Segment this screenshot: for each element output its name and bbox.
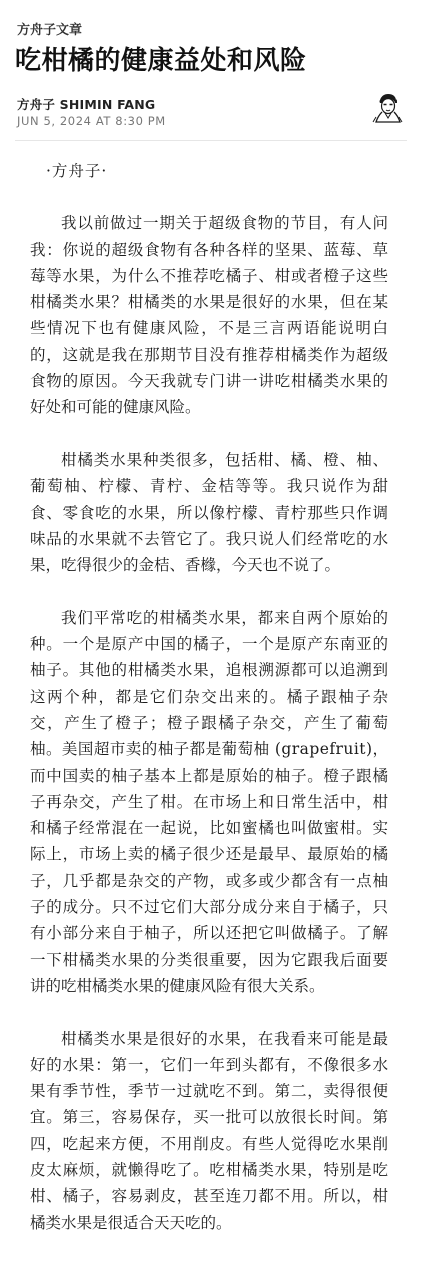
paragraph-line: 子，几乎都是杂交的产物，或多或少都含有一点柚: [30, 871, 389, 890]
paragraph-line: 柑、橘子，容易剥皮，甚至连刀都不用。所以，柑: [30, 1187, 389, 1206]
paragraph-line: 果，吃得很少的金桔、香橼，今天也不说了。: [30, 556, 341, 575]
article-paragraph: [30, 447, 400, 578]
paragraph-line: 子的成分。只不过它们大部分成分来自于橘子，只: [30, 898, 389, 917]
paragraph-line: 我：你说的超级食物有各种各样的坚果、蓝莓、草: [30, 240, 389, 259]
article-paragraphs: [30, 210, 400, 1236]
article-body: [30, 158, 400, 1262]
paragraph-line: 际上，市场上卖的橘子很少还是最早、最原始的橘: [30, 845, 389, 864]
paragraph-line: 柑橘类水果？柑橘类的水果是很好的水果，但在某: [30, 293, 389, 312]
author-avatar[interactable]: [370, 91, 404, 125]
paragraph-line: 而中国卖的柚子基本上都是原始的柚子。橙子跟橘: [30, 766, 389, 785]
paragraph-line: 味品的水果就不去管它了。我只说人们经常吃的水: [30, 529, 389, 548]
paragraph-line: 有小部分来自于柚子，所以还把它叫做橘子。了解: [30, 924, 389, 943]
article-paragraph: [30, 1026, 400, 1236]
publication-link[interactable]: 方舟子文章: [17, 23, 83, 38]
paragraph-line: 柑橘类水果是很好的水果，在我看来可能是最: [61, 1029, 389, 1048]
paragraph-line: 讲的吃柑橘类水果的健康风险有很大关系。: [30, 976, 325, 995]
author-name[interactable]: 方舟子 SHIMIN FANG: [17, 97, 156, 112]
paragraph-line: 交，产生了橙子；橙子跟橘子杂交，产生了葡萄: [30, 713, 390, 732]
paragraph-line: 柚子。其他的柑橘类水果，追根溯源都可以追溯到: [30, 661, 389, 680]
paragraph-line: 橘类水果是很适合天天吃的。: [30, 1213, 232, 1232]
article-paragraph: [30, 605, 400, 999]
paragraph-line: 我以前做过一期关于超级食物的节目，有人问: [61, 214, 389, 233]
paragraph-line: 果有季节性，季节一过就吃不到。第二，卖得很便: [30, 1082, 389, 1101]
article-title: 吃柑橘的健康益处和风险: [15, 46, 307, 76]
paragraph-line: 的，这就是我在那期节目没有推荐柑橘类作为超级: [30, 345, 389, 364]
header-divider: [15, 140, 407, 141]
paragraph-line: 和橘子经常混在一起说，比如蜜橘也叫做蜜柑。实: [30, 819, 389, 838]
article-paragraph: [30, 210, 400, 420]
paragraph-line: 好的水果：第一，它们一年到头都有，不像很多水: [30, 1055, 389, 1074]
paragraph-line: 子再杂交，产生了柑。在市场上和日常生活中，柑: [30, 792, 389, 811]
paragraph-line: 柑橘类水果种类很多，包括柑、橘、橙、柚、: [61, 450, 389, 469]
paragraph-line: 宜。第三，容易保存，买一批可以放很长时间。第: [30, 1108, 389, 1127]
article-byline: ·方舟子·: [46, 162, 108, 180]
paragraph-line: 葡萄柚、柠檬、青柠、金桔等等。我只说作为甜: [30, 477, 390, 496]
paragraph-line: 柚。美国超市卖的柚子都是葡萄柚 (grapefruit)，: [30, 740, 389, 759]
paragraph-line: 些情况下也有健康风险，不是三言两语能说明白: [30, 319, 390, 338]
paragraph-line: 这两个种，都是它们杂交出来的。橘子跟柚子杂: [30, 687, 390, 706]
paragraph-line: 莓等水果，为什么不推荐吃橘子、柑或者橙子这些: [30, 266, 389, 285]
paragraph-line: 一下柑橘类水果的分类很重要，因为它跟我后面要: [30, 950, 389, 969]
paragraph-line: 好处和可能的健康风险。: [30, 398, 201, 417]
paragraph-line: 皮太麻烦，就懒得吃了。吃柑橘类水果，特别是吃: [30, 1160, 389, 1179]
paragraph-line: 种。一个是原产中国的橘子，一个是原产东南亚的: [30, 635, 389, 654]
publish-date: JUN 5, 2024 AT 8:30 PM: [17, 114, 166, 128]
paragraph-line: 四，吃起来方便，不用削皮。有些人觉得吃水果削: [30, 1134, 389, 1153]
paragraph-line: 食、零食吃的水果，所以像柠檬、青柠那些只作调: [30, 503, 389, 522]
paragraph-line: 食物的原因。今天我就专门讲一讲吃柑橘类水果的: [30, 372, 389, 391]
paragraph-line: 我们平常吃的柑橘类水果，都来自两个原始的: [61, 608, 389, 627]
